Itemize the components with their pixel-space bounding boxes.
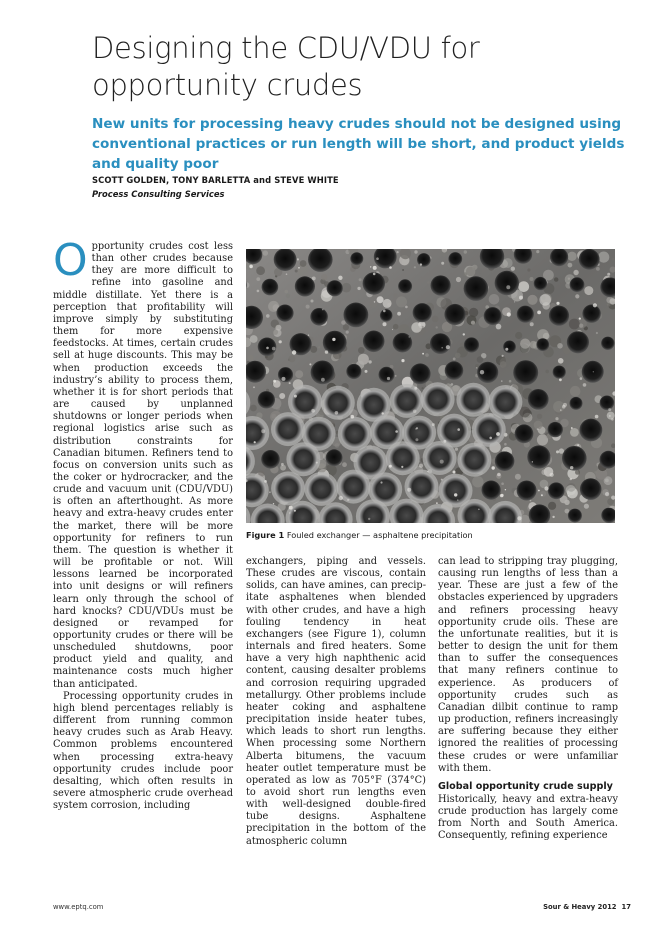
footer-publication: [543, 903, 631, 911]
article-title: Designing the CDU/VDU for opportunity crudes: [92, 31, 480, 102]
author-company: Process Consulting Services: [92, 189, 225, 199]
text-column-3: [438, 556, 618, 843]
article-subtitle: New units for processing heavy crudes should not be designed using conventional practices or run length will be short, and product yields and quality poor: [92, 116, 625, 172]
figure-fouled-exchanger-photo: [246, 249, 615, 523]
figure-caption: [246, 530, 618, 540]
footer-publication-name: Sour & Heavy 2012: [543, 903, 617, 911]
paragraph: [53, 235, 233, 691]
paragraph: Processing opportunity crudes in high blend percentages reliably is different from running common heavy crudes such as Arab Heavy. Common problems encountered when processing extra-heavy opportunity crudes include poor desalting, which often results in severe atmospheric crude overhead system corrosion, including: [53, 690, 233, 812]
footer-website: www.eptq.com: [53, 903, 104, 911]
paragraph: Historically, heavy and extra-heavy crude production has largely come from North and South America. Consequently, refining experience: [438, 793, 618, 842]
text-column-2: [246, 556, 426, 848]
photo-illustration: [246, 249, 615, 523]
author-byline: SCOTT GOLDEN, TONY BARLETTA and STEVE WHITE: [92, 175, 339, 185]
text-column-1: [53, 235, 233, 812]
paragraph: can lead to stripping tray plugging, causing run lengths of less than a year. These are just a few of the obstacles experienced by upgraders and refiners processing heavy opportunity crude oils. These are the unfortunate realities, but it is better to design the unit for them than to suffer the consequences that many refiners continue to experience. As producers of opportunity crudes such as Canadian dilbit continue to ramp up production, refiners increasingly are suffering because they either ignored the realities of processing these crudes or were unfamiliar with them.: [438, 556, 618, 774]
paragraph-text: pportunity crudes cost less than other crudes because they are more difficult to refine into gasoline and middle distillate. Yet there is a perception that profitability will improve simply by substituting them for more expensive feedstocks. At times, certain crudes sell at huge discounts. This may be when production exceeds the industry’s ability to process them, whether it is for short periods that are caused by unplanned shutdowns or longer periods when regional logistics arise such as distribution constraints for Canadian bitumen. Refiners tend to focus on conversion units such as the coker or hydrocracker, and the crude and vacuum unit (CDU/VDU) is often an afterthought. As more heavy and extra-heavy crudes enter the market, there will be more opportunity for refiners to run them. The question is whether it will be profitable or not. Will lessons learned be incorporated into unit designs or will refiners learn only through the school of hard knocks? CDU/VDUs must be designed or revamped for opportunity crudes or there will be unscheduled shutdowns, poor product yield and quality, and maintenance costs much higher than anticipated.: [53, 241, 233, 690]
figure-caption-text: Fouled exchanger — asphaltene precipitation: [286, 530, 473, 540]
page-number: 17: [621, 903, 631, 911]
paragraph: exchangers, piping and vessels. These crudes are viscous, contain solids, can have amines, can precipitate asphaltenes when blended with other crudes, and have a high fouling tendency in heat exchangers (see Figure 1), column internals and fired heaters. Some have a very high naphthenic acid content, causing desalter problems and corrosion requiring upgraded metallurgy. Other problems include heater coking and asphaltene precipitation inside heater tubes, which leads to short run lengths. When processing some Northern Alberta bitumens, the vacuum heater outlet temperature must be operated as low as 705°F (374°C) to avoid short run lengths even with well-designed double-fired tube designs. Asphaltene precipitation in the bottom of the atmospheric column: [246, 556, 426, 847]
figure-label: Figure 1: [246, 530, 285, 540]
drop-cap: O: [53, 235, 88, 286]
section-heading: Global opportunity crude supply: [438, 780, 613, 792]
